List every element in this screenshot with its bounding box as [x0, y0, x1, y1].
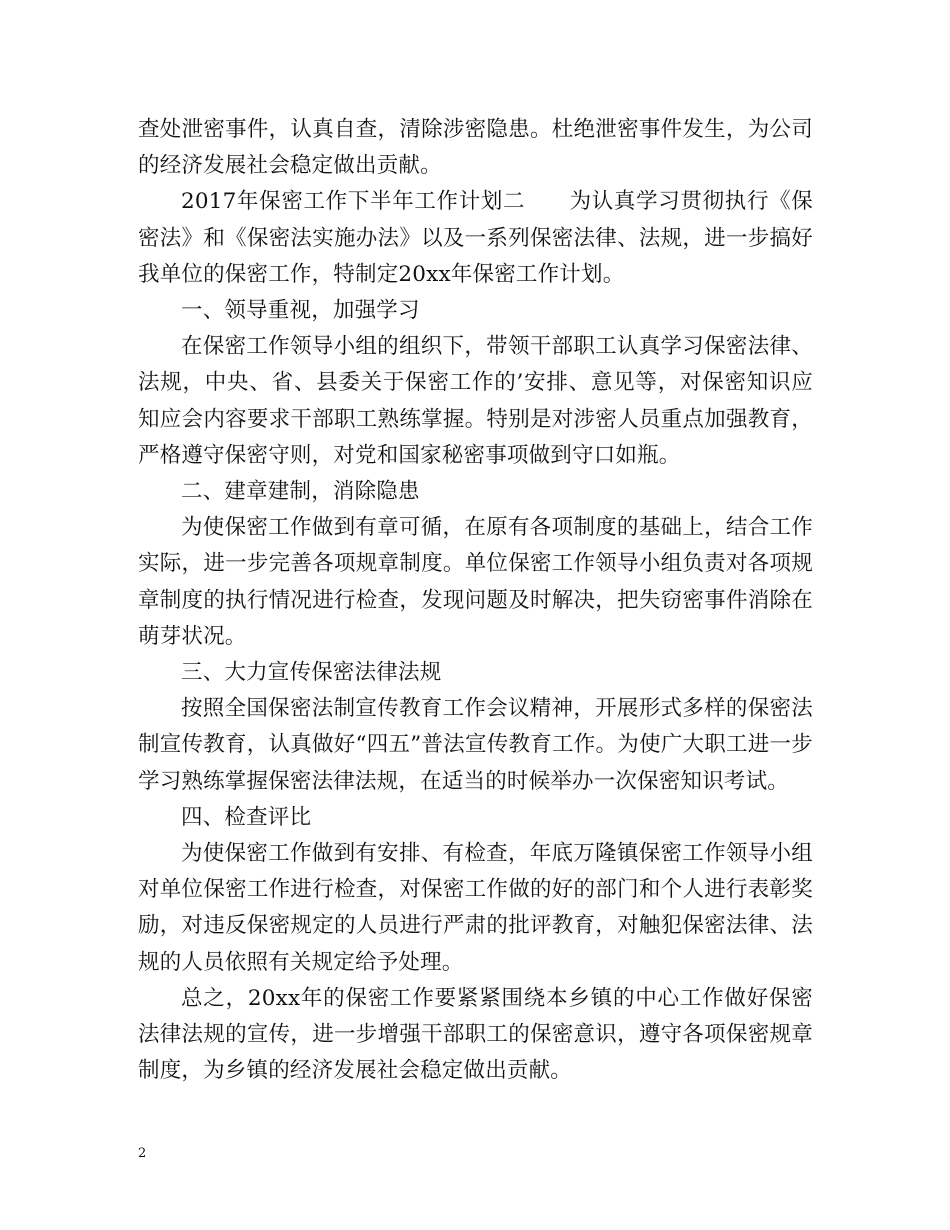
section-heading-4: 四、检查评比 — [181, 804, 312, 830]
section-body-3: 按照全国保密法制宣传教育工作会议精神，开展形式多样的保密法制宣传教育，认真做好“四五”普法宣传教育工作。为使广大职工进一步学习熟练掌握保密法律法规，在适当的时候举办一次保密知识考试。 — [138, 696, 813, 794]
section-heading-3: 三、大力宣传保密法律法规 — [181, 660, 442, 686]
section-body-2: 为使保密工作做到有章可循，在原有各项制度的基础上，结合工作实际，进一步完善各项规章制度。单位保密工作领导小组负责对各项规章制度的执行情况进行检查，发现问题及时解决，把失窃密事件消除在萌芽状况。 — [138, 515, 813, 649]
document-body — [138, 112, 813, 1089]
paragraph-continuation: 查处泄密事件，认真自查，清除涉密隐患。杜绝泄密事件发生，为公司的经济发展社会稳定做出贡献。 — [138, 117, 813, 179]
conclusion-paragraph: 总之，20xx年的保密工作要紧紧围绕本乡镇的中心工作做好保密法律法规的宣传，进一步增强干部职工的保密意识，遵守各项保密规章制度，为乡镇的经济发展社会稳定做出贡献。 — [138, 985, 813, 1084]
section-body-1: 在保密工作领导小组的组织下，带领干部职工认真学习保密法律、法规，中央、省、县委关于保密工作的’安排、意见等，对保密知识应知应会内容要求干部职工熟练掌握。特别是对涉密人员重点加强教育，严格遵守保密守则，对党和国家秘密事项做到守口如瓶。 — [138, 334, 813, 468]
page-number: 2 — [138, 1146, 147, 1161]
section-body-4: 为使保密工作做到有安排、有检查，年底万隆镇保密工作领导小组对单位保密工作进行检查，对保密工作做的好的部门和个人进行表彰奖励，对违反保密规定的人员进行严肃的批评教育，对触犯保密法律、法规的人员依照有关规定给予处理。 — [138, 841, 813, 975]
section-heading-1: 一、领导重视，加强学习 — [181, 298, 420, 324]
paragraph-plan-intro: 2017年保密工作下半年工作计划二 为认真学习贯彻执行《保密法》和《保密法实施办法》以及一系列保密法律、法规，进一步搞好我单位的保密工作，特制定20xx年保密工作计划。 — [138, 189, 813, 287]
section-heading-2: 二、建章建制，消除隐患 — [181, 479, 420, 505]
